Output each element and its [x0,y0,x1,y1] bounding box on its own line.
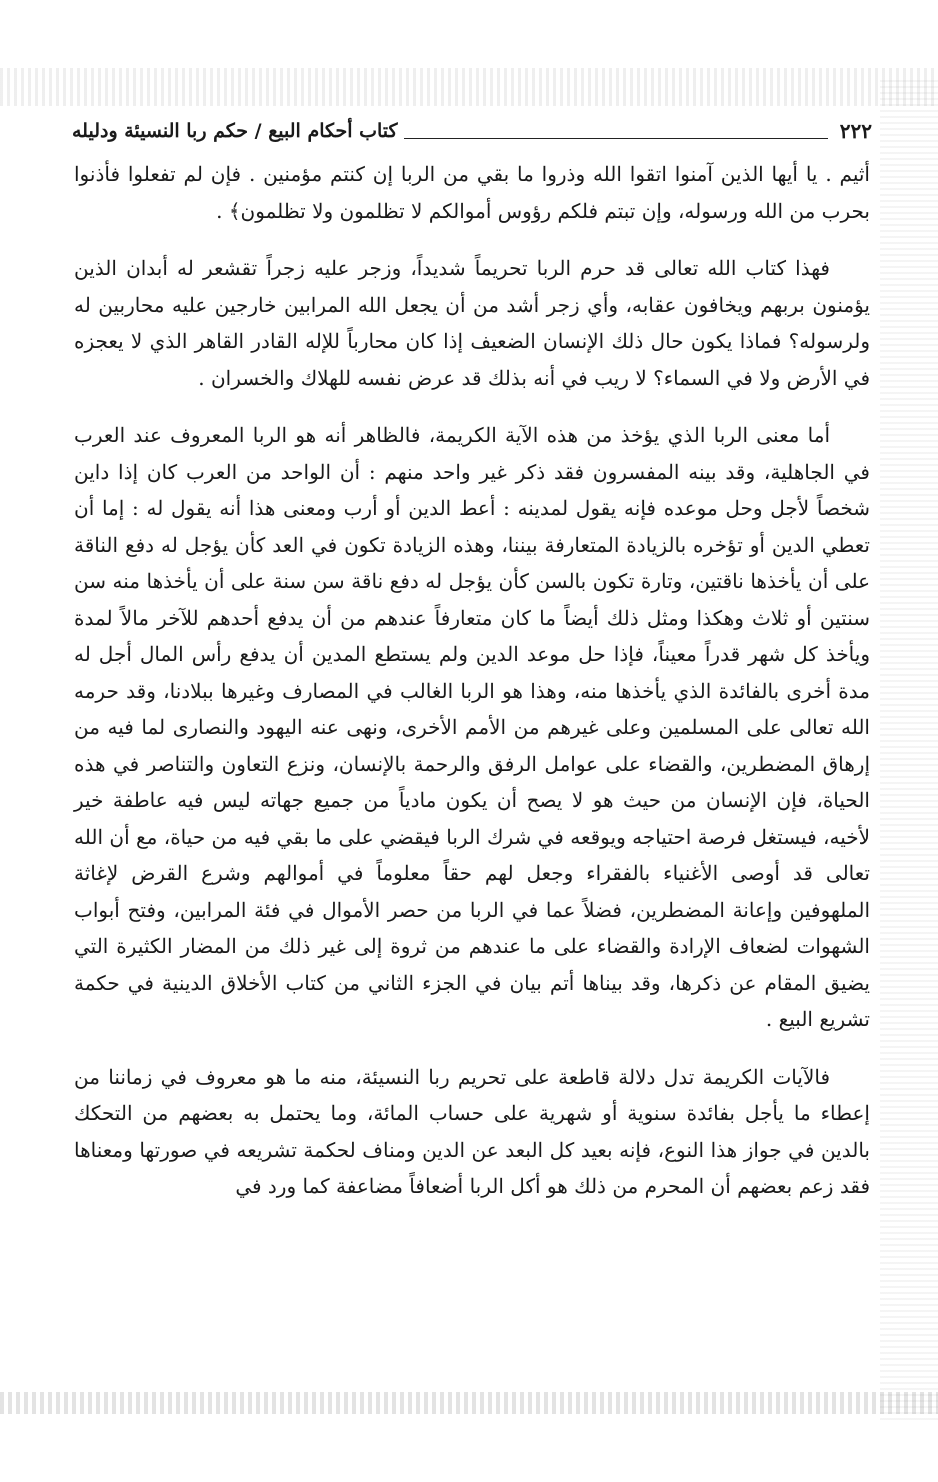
header-title: كتاب أحكام البيع / حكم ربا النسيئة ودليله [72,120,398,142]
page-number: ٢٢٢ [839,119,872,143]
paragraph-prohibition: فهذا كتاب الله تعالى قد حرم الربا تحريماً شديداً، وزجر عليه زجراً تقشعر له أبدان الذين يؤمنون بربهم ويخافون عقابه، وأي زجر أشد من أن يجعل الله المرابين خارجين عليه محاربين له ولرسوله؟ فماذا يكون حال ذلك الإنسان الضعيف إذا كان محارباً للإله القادر القاهر الذي لا يعجزه في الأرض ولا في السماء؟ لا ريب في أنه بذلك قد عرض نفسه للهلاك والخسران . [74,256,870,390]
running-header [72,114,872,148]
scan-noise-right [880,80,938,1422]
paragraph-verses-evidence: فالآيات الكريمة تدل دلالة قاطعة على تحريم ربا النسيئة، منه ما هو معروف في زماننا من إعطاء ما يأجل بفائدة سنوية أو شهرية على حساب المائة، وما يحتمل به بعضهم من التحكك بالدين في جواز هذا النوع، فإنه بعيد كل البعد عن الدين ومناف لحكمة تشريعه في صورتها ومعناها فقد زعم بعضهم أن المحرم من ذلك هو أكل الربا أضعافاً مضاعفة كما ورد في [74,1064,870,1198]
scan-noise-bottom [0,1392,938,1414]
header-rule [404,124,828,139]
paragraph-verse-continuation: أثيم . يا أيها الذين آمنوا اتقوا الله وذروا ما بقي من الربا إن كنتم مؤمنين . فإن لم تفعلوا فأذنوا بحرب من الله ورسوله، وإن تبتم فلكم رؤوس أموالكم لا تظلمون ولا تظلمون﴾ . [74,162,870,223]
paragraph-meaning-of-riba: أما معنى الربا الذي يؤخذ من هذه الآية الكريمة، فالظاهر أنه هو الربا المعروف عند العرب في الجاهلية، وقد بينه المفسرون فقد ذكر غير واحد منهم : أن الواحد من العرب كان إذا داين شخصاً لأجل وحل موعده فإنه يقول لمدينه : أعط الدين أو أرب ومعنى هذا أنه يقول له : إما أن تعطي الدين أو تؤخره بالزيادة المتعارفة بيننا، وهذه الزيادة تكون في العد كأن يؤجل له دفع الناقة على أن يأخذها ناقتين، وتارة تكون بالسن كأن يؤجل له دفع ناقة سن سنة على أن يأخذها منه سن سنتين أو ثلاث وهكذا ومثل ذلك أيضاً ما كان متعارفاً عندهم من أن يدفع أحدهم للآخر مالاً لمدة ويأخذ كل شهر قدراً معيناً، فإذا حل موعد الدين ولم يستطع المدين أن يدفع رأس المال أجل له مدة أخرى بالفائدة الذي يأخذها منه، وهذا هو الربا الغالب في المصارف وغيرها ببلادنا، وقد حرمه الله تعالى على المسلمين وعلى غيرهم من الأمم الأخرى، ونهى عنه اليهود والنصارى لما فيه من إرهاق المضطرين، والقضاء على عوامل الرفق والرحمة بالإنسان، ونزع التعاون والتناصر في هذه الحياة، فإن الإنسان من حيث هو لا يصح أن يكون مادياً من جميع جهاته ليس فيه عاطفة خير لأخيه، فيستغل فرصة احتياجه ويوقعه في شرك الربا فيقضي على ما بقي فيه من حياة، مع أن الله تعالى قد أوصى الأغنياء بالفقراء وجعل لهم حقاً معلوماً في أموالهم وشرع القرض لإغاثة الملهوفين وإعانة المضطرين، فضلاً عما في الربا من حصر الأموال في فئة المرابين، وفتح أبواب الشهوات لضعاف الإرادة والقضاء على ما عندهم من ثروة إلى غير ذلك من المضار الكثيرة التي يضيق المقام عن ذكرها، وقد بيناها أتم بيان في الجزء الثاني من كتاب الأخلاق الدينية في حكمة تشريع البيع . [74,423,870,1031]
scan-noise-top [0,68,938,106]
page-body [74,156,870,1226]
